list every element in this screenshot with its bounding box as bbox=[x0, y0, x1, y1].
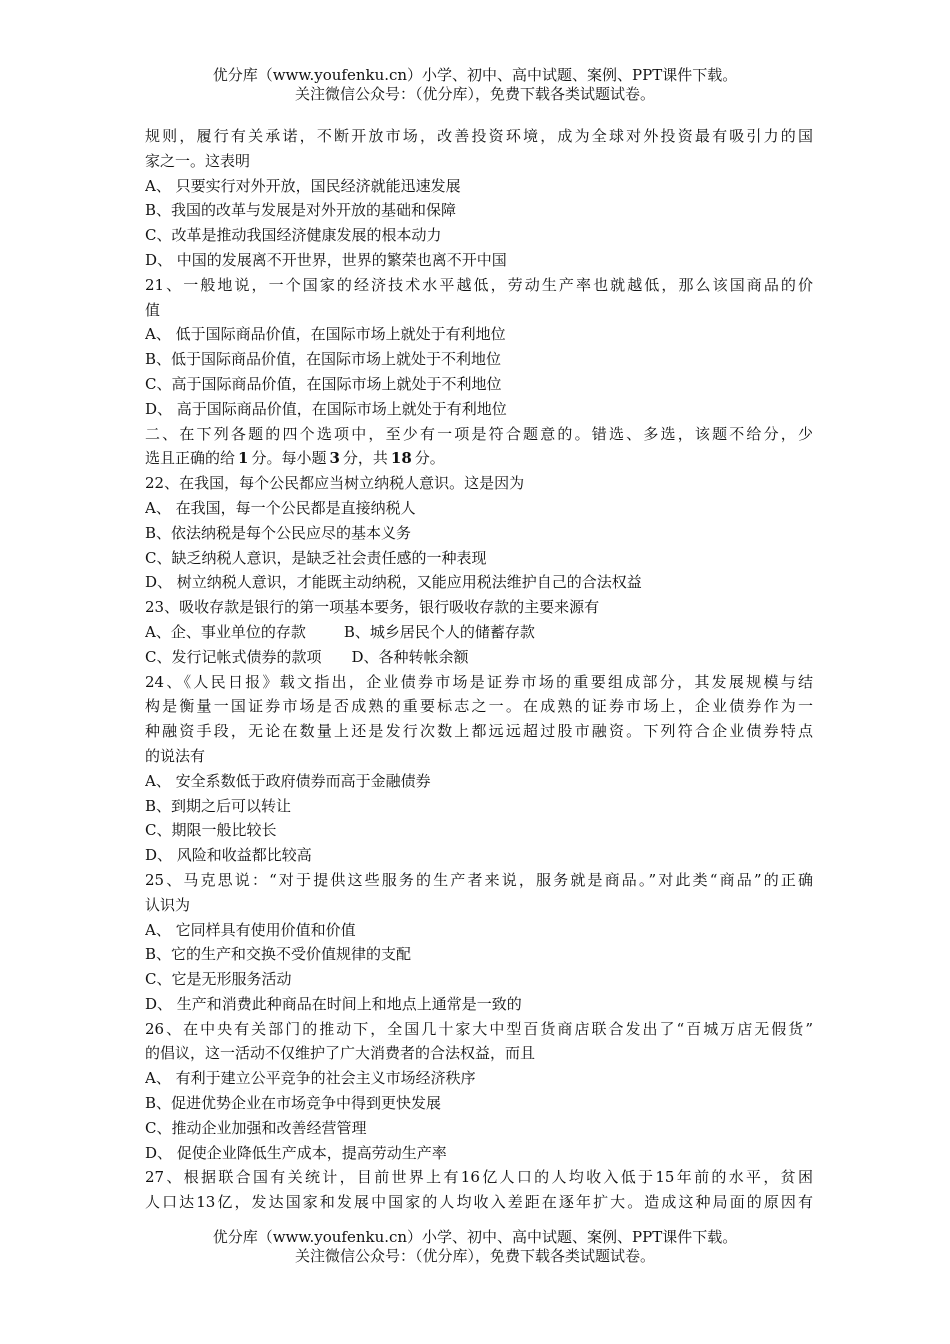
q26-option-c: C、推动企业加强和改善经营管理 bbox=[145, 1118, 367, 1137]
q25-option-a: A、 它同样具有使用价值和价值 bbox=[145, 920, 356, 939]
q20-option-b: B、我国的改革与发展是对外开放的基础和保障 bbox=[145, 201, 457, 220]
q25-stem-line-2: 认识为 bbox=[145, 895, 191, 914]
q23-option-b: B、城乡居民个人的储蓄存款 bbox=[343, 622, 535, 641]
q20-stem-line-2: 家之一。这表明 bbox=[145, 151, 251, 170]
page-header bbox=[0, 66, 950, 104]
footer-line-2: 关注微信公众号：（优分库），免费下载各类试题试卷。 bbox=[294, 1247, 655, 1265]
q20-stem-line-1: 规则，履行有关承诺，不断开放市场，改善投资环境，成为全球对外投资最有吸引力的国 bbox=[145, 127, 813, 145]
page-footer bbox=[0, 1228, 950, 1266]
q23-option-d: D、各种转帐余额 bbox=[351, 647, 469, 666]
q25-option-c: C、它是无形服务活动 bbox=[145, 970, 292, 989]
q24-stem-line-4: 的说法有 bbox=[145, 746, 206, 765]
q26-option-a: A、 有利于建立公平竞争的社会主义市场经济秩序 bbox=[145, 1069, 476, 1088]
header-line-1: 优分库（www.youfenku.cn）小学、初中、高中试题、案例、PPT课件下载。 bbox=[212, 66, 738, 84]
footer-line-1: 优分库（www.youfenku.cn）小学、初中、高中试题、案例、PPT课件下载。 bbox=[212, 1228, 738, 1246]
q20-option-a: A、 只要实行对外开放，国民经济就能迅速发展 bbox=[145, 176, 461, 195]
q26-option-b: B、促进优势企业在市场竞争中得到更快发展 bbox=[145, 1094, 442, 1113]
q26-stem-line-2: 的倡议，这一活动不仅维护了广大消费者的合法权益，而且 bbox=[145, 1044, 536, 1063]
q26-stem-line-1: 26、在中央有关部门的推动下，全国几十家大中型百货商店联合发出了“百城万店无假货” bbox=[145, 1019, 813, 1038]
q21-option-b: B、低于国际商品价值，在国际市场上就处于不利地位 bbox=[145, 350, 502, 369]
q25-option-b: B、它的生产和交换不受价值规律的支配 bbox=[145, 945, 412, 964]
section2-instruction-line-1: 二、在下列各题的四个选项中，至少有一项是符合题意的。错选、多选，该题不给分，少 bbox=[145, 424, 813, 443]
q21-option-c: C、高于国际商品价值，在国际市场上就处于不利地位 bbox=[145, 374, 502, 393]
q24-stem-line-1: 24、《人民日报》载文指出，企业债券市场是证券市场的重要组成部分，其发展规模与结 bbox=[145, 672, 813, 691]
section2-text-3: 分，共 bbox=[342, 449, 388, 468]
q23-option-c: C、发行记帐式债券的款项 bbox=[145, 647, 322, 666]
section2-instruction-line-2 bbox=[145, 446, 813, 471]
section2-text-1: 选且正确的给 bbox=[145, 449, 236, 468]
q20-option-d: D、 中国的发展离不开世界，世界的繁荣也离不开中国 bbox=[145, 250, 507, 269]
document-body bbox=[145, 124, 813, 1215]
section2-text-4: 分。 bbox=[414, 449, 445, 468]
q27-stem-line-1: 27、根据联合国有关统计，目前世界上有16亿人口的人均收入低于15年前的水平，贫困 bbox=[145, 1168, 813, 1187]
q22-option-a: A、 在我国，每一个公民都是直接纳税人 bbox=[145, 498, 416, 517]
section2-score-3: 18 bbox=[390, 449, 412, 468]
q26-option-d: D、 促使企业降低生产成本，提高劳动生产率 bbox=[145, 1143, 447, 1162]
section2-text-2: 分。每小题 bbox=[251, 449, 327, 468]
q24-stem-line-2: 构是衡量一国证券市场是否成熟的重要标志之一。在成熟的证券市场上，企业债券作为一 bbox=[145, 697, 813, 716]
q24-option-d: D、 风险和收益都比较高 bbox=[145, 846, 312, 865]
q23-options-row-1 bbox=[145, 620, 813, 645]
q23-stem: 23、吸收存款是银行的第一项基本要务，银行吸收存款的主要来源有 bbox=[145, 598, 600, 617]
q24-option-b: B、到期之后可以转让 bbox=[145, 796, 292, 815]
q21-option-a: A、 低于国际商品价值，在国际市场上就处于有利地位 bbox=[145, 325, 506, 344]
q22-stem: 22、在我国，每个公民都应当树立纳税人意识。这是因为 bbox=[145, 474, 525, 493]
q21-stem-line-2: 值 bbox=[145, 300, 161, 319]
q25-stem-line-1: 25、马克思说：“对于提供这些服务的生产者来说，服务就是商品。”对此类“商品”的正确 bbox=[145, 870, 813, 889]
q27-stem-line-2: 人口达13亿，发达国家和发展中国家的人均收入差距在逐年扩大。造成这种局面的原因有 bbox=[145, 1193, 813, 1212]
section2-score-2: 3 bbox=[329, 449, 340, 468]
q23-option-a: A、企、事业单位的存款 bbox=[145, 622, 306, 641]
q23-options-row-2 bbox=[145, 645, 813, 670]
q25-option-d: D、 生产和消费此种商品在时间上和地点上通常是一致的 bbox=[145, 994, 522, 1013]
q20-option-c: C、改革是推动我国经济健康发展的根本动力 bbox=[145, 226, 442, 245]
q24-option-a: A、 安全系数低于政府债券而高于金融债券 bbox=[145, 771, 431, 790]
q21-stem-line-1: 21、一般地说，一个国家的经济技术水平越低，劳动生产率也就越低，那么该国商品的价 bbox=[145, 275, 813, 294]
q22-option-d: D、 树立纳税人意识，才能既主动纳税，又能应用税法维护自己的合法权益 bbox=[145, 573, 642, 592]
q22-option-c: C、缺乏纳税人意识，是缺乏社会责任感的一种表现 bbox=[145, 548, 487, 567]
q24-stem-line-3: 种融资手段，无论在数量上还是发行次数上都远远超过股市融资。下列符合企业债券特点 bbox=[145, 722, 813, 741]
q24-option-c: C、期限一般比较长 bbox=[145, 821, 277, 840]
q22-option-b: B、依法纳税是每个公民应尽的基本义务 bbox=[145, 523, 412, 542]
section2-score-1: 1 bbox=[238, 449, 249, 468]
header-line-2: 关注微信公众号：（优分库），免费下载各类试题试卷。 bbox=[294, 85, 655, 103]
q21-option-d: D、 高于国际商品价值，在国际市场上就处于有利地位 bbox=[145, 399, 507, 418]
